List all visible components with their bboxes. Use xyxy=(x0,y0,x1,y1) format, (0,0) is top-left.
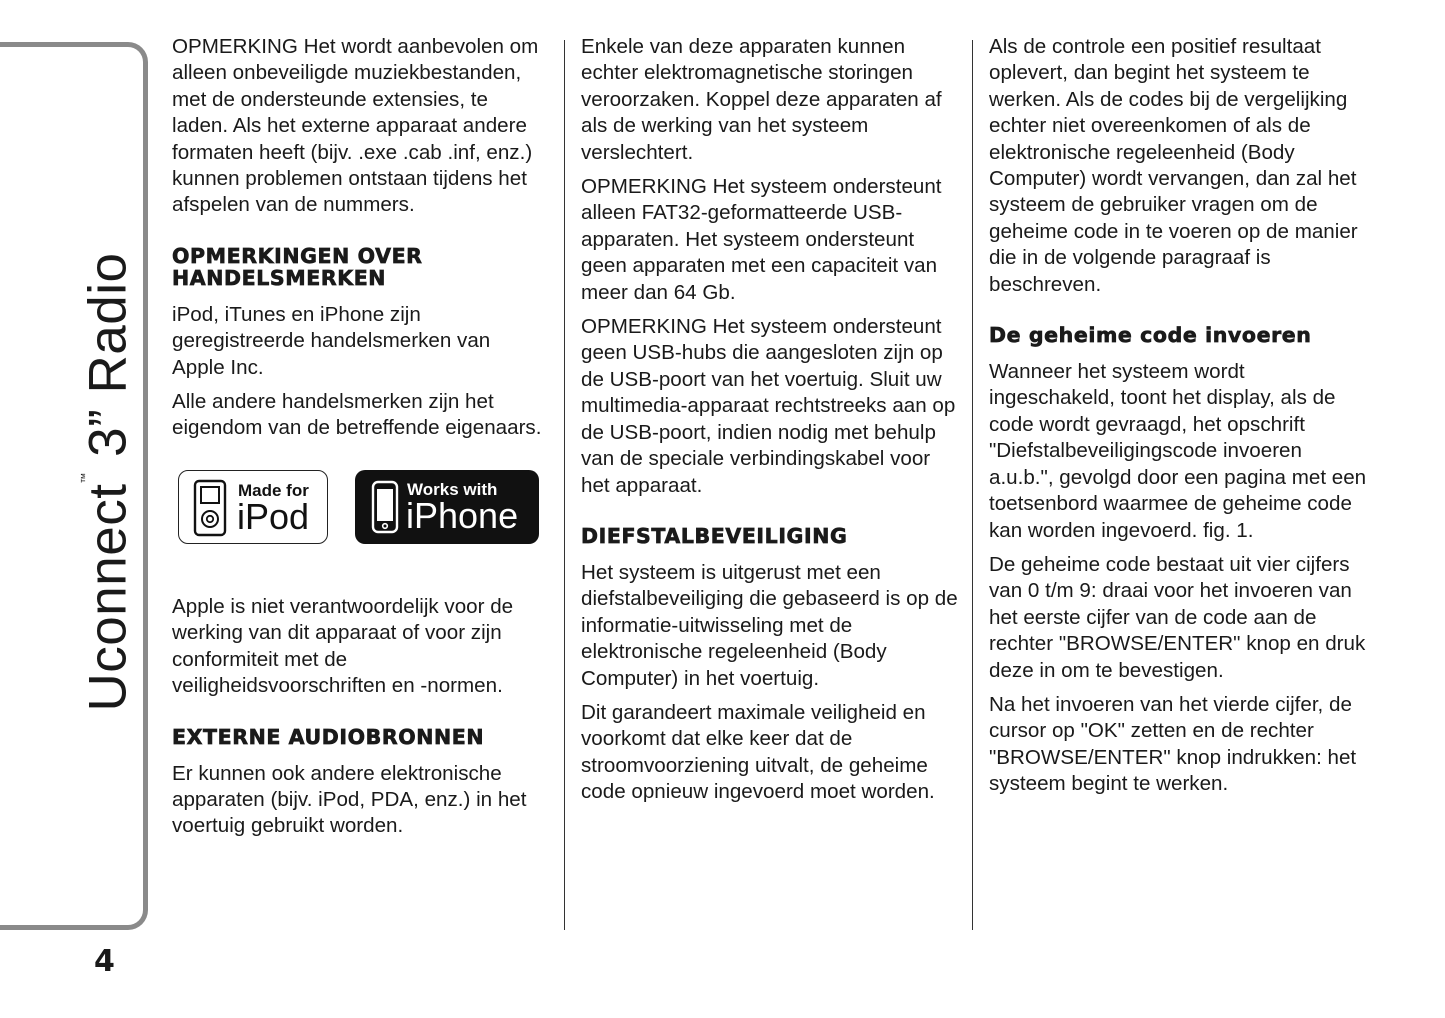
paragraph: Enkele van deze apparaten kunnen echter elektromagnetische storingen veroorzaken. Koppel deze apparaten af als de werking van het systeem verslechtert. xyxy=(581,35,942,164)
section-heading-trademarks: OPMERKINGEN OVER HANDELSMERKEN xyxy=(172,243,423,290)
trademark-symbol: ™ xyxy=(79,472,92,484)
page-number: 4 xyxy=(94,944,115,979)
paragraph: iPod, iTunes en iPhone zijn geregistreerde handelsmerken van Apple Inc. xyxy=(172,302,491,379)
iphone-icon xyxy=(371,480,399,534)
column-1 xyxy=(172,34,544,848)
paragraph: Wanneer het systeem wordt ingeschakeld, toont het display, als de code wordt gevraagd, het opschrift "Diefstalbeveiligingscode invoeren a.u.b.", gevolgd door een pagina met een toetsenbord waarmee de geheime code kan worden ingevoerd. fig. 1. xyxy=(989,360,1367,542)
paragraph: Alle andere handelsmerken zijn het eigendom van de betreffende eigenaars. xyxy=(172,390,542,440)
paragraph: Als de controle een positief resultaat oplevert, dan begint het systeem te werken. Als de codes bij de vergelijking echter niet overeenkomen of als de elektronische regeleenheid (Body Computer) wordt vervangen, dan zal het systeem de gebruiker vragen om de geheime code in te voeren op de manier die in de volgende paragraaf is beschreven. xyxy=(989,35,1358,296)
paragraph: Na het invoeren van het vierde cijfer, de cursor op "OK" zetten en de rechter "BROWSE/ENTER" knop indrukken: het systeem begint te werken. xyxy=(989,692,1357,796)
column-divider xyxy=(972,40,973,930)
made-for-ipod-badge xyxy=(178,470,328,544)
paragraph: De geheime code bestaat uit vier cijfers van 0 t/m 9: draai voor het invoeren van het eerste cijfer van de code aan de rechter "BROWSE/ENTER" knop en druk deze in om te bevestigen. xyxy=(989,552,1366,682)
column-3 xyxy=(989,34,1369,806)
paragraph: Dit garandeert maximale veiligheid en voorkomt dat elke keer dat de stroomvoorziening uitvalt, de geheime code opnieuw ingevoerd moet worden. xyxy=(581,700,935,804)
paragraph: OPMERKING Het systeem ondersteunt geen USB-hubs die aangesloten zijn op de USB-poort van het voertuig. Sluit uw multimedia-apparaat rechtstreeks aan op de USB-poort, indien nodig met behulp van de speciale verbindingskabel voor het apparaat. xyxy=(581,315,956,497)
section-heading-external-audio: EXTERNE AUDIOBRONNEN xyxy=(172,724,485,749)
section-heading-secret-code: De geheime code invoeren xyxy=(989,323,1312,348)
works-with-iphone-badge xyxy=(355,470,539,544)
paragraph: OPMERKING Het systeem ondersteunt alleen FAT32-geformatteerde USB-apparaten. Het systeem ondersteunt geen apparaten met een capaciteit van meer dan 64 Gb. xyxy=(581,175,942,304)
paragraph: Er kunnen ook andere elektronische apparaten (bijv. iPod, PDA, enz.) in het voertuig gebruikt worden. xyxy=(172,761,527,838)
certification-logos xyxy=(172,462,544,572)
ipod-badge-name: iPod xyxy=(237,495,310,537)
paragraph: OPMERKING Het wordt aanbevolen om alleen onbeveiligde muziekbestanden, met de ondersteunde extensies, te laden. Als het externe apparaat andere formaten heeft (bijv. .exe .cab .inf, enz.) kunnen problemen ontstaan tijdens het afspelen van de nummers. xyxy=(172,35,539,217)
chapter-title: Uconnect™ 3” Radio xyxy=(78,252,138,712)
paragraph: Apple is niet verantwoordelijk voor de werking van dit apparaat of voor zijn conformiteit met de veiligheidsvoorschriften en -normen. xyxy=(172,594,514,698)
section-heading-theft-protection: DIEFSTALBEVEILIGING xyxy=(581,523,848,548)
ipod-badge-caption: Made for xyxy=(238,480,309,500)
column-divider xyxy=(564,40,565,930)
ipod-icon xyxy=(193,479,227,537)
iphone-badge-name: iPhone xyxy=(406,494,519,536)
iphone-badge-caption: Works with xyxy=(407,479,498,499)
paragraph: Het systeem is uitgerust met een diefstalbeveiliging die gebaseerd is op de informatie-uitwisseling met de elektronische regeleenheid (Body Computer) in het voertuig. xyxy=(581,560,958,690)
column-2 xyxy=(581,34,959,814)
